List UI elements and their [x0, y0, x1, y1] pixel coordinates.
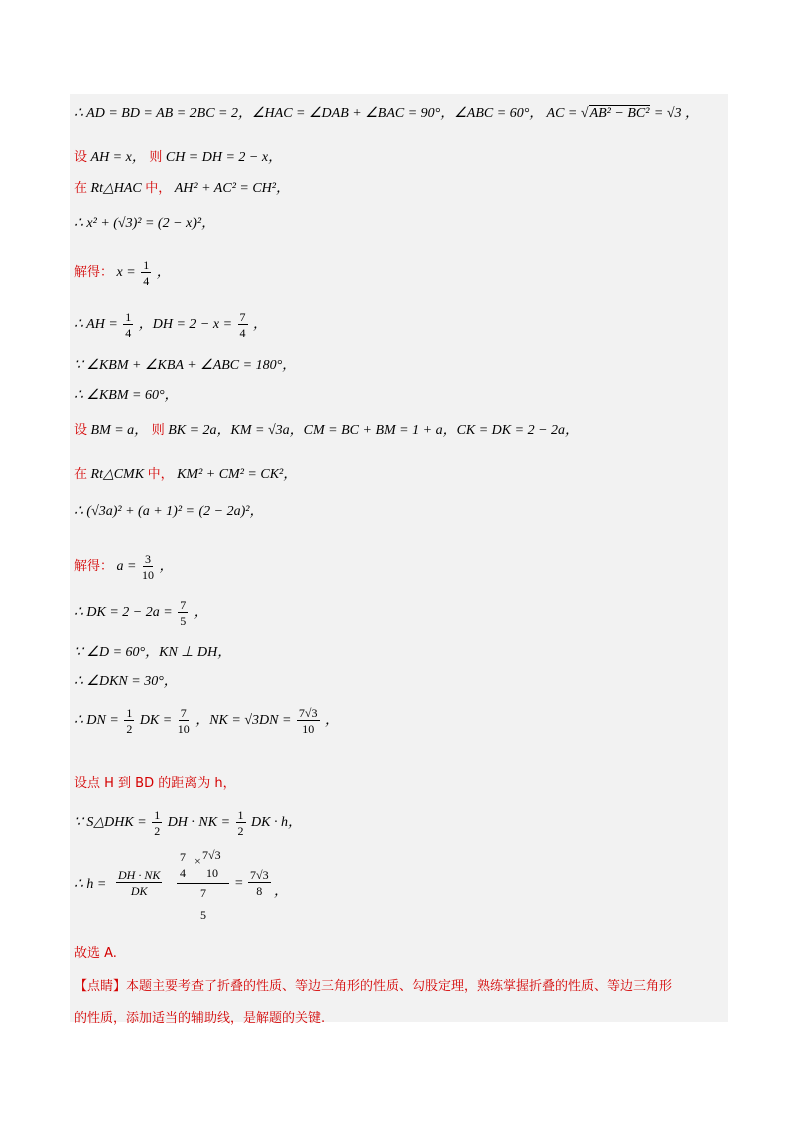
- cn-text: 设: [74, 150, 88, 165]
- fraction: $\frac{1}{2}$: [154, 808, 161, 838]
- line-18: [74, 808, 302, 838]
- line-22: 的性质，添加适当的辅助线，是解题的关键.: [74, 1011, 326, 1026]
- line-8: ∴ ∠KBM = 60°，: [74, 388, 179, 403]
- line-2: [74, 146, 282, 166]
- line-13: ∴ DK = 2 − 2a = $\frac{7}{5}$ ，: [74, 598, 208, 628]
- ac-label: AC =: [546, 106, 578, 121]
- math-text: BM = a，: [90, 423, 149, 438]
- math-text: KM² + CM² = CK²，: [177, 467, 298, 482]
- fraction: $\frac{1}{4}$: [125, 310, 132, 340]
- fraction: $\frac{1}{2}$: [126, 706, 133, 736]
- math-text: AH² + AC² = CH²，: [174, 181, 290, 196]
- fraction: $\frac{DH \cdot NK}{DK}$: [118, 868, 161, 898]
- line-11: ∴ (√3a)² + (a + 1)² = (2 − 2a)²，: [74, 504, 264, 519]
- cn-text: 在: [74, 181, 88, 196]
- radicand: AB² − BC²: [589, 106, 650, 121]
- cn-text: 则: [151, 423, 165, 438]
- math-text: Rt△CMK: [90, 467, 145, 482]
- fraction: $\frac{7}{10}$: [177, 706, 190, 736]
- math-text: DK · h，: [251, 815, 302, 831]
- fraction: $\frac{7√3}{8}$: [250, 868, 269, 898]
- math-text: ，NK = √3DN =: [195, 713, 292, 729]
- line-20: 故选 A.: [74, 946, 117, 961]
- line-16: ∴ DN = $\frac{1}{2}$ DK = $\frac{7}{10}$ ，NK = √3DN = $\frac{7√3}{10}$ ，: [74, 706, 340, 736]
- fraction: $\frac{1}{4}$: [143, 258, 150, 288]
- cn-text: 解得：: [74, 265, 114, 281]
- math-text: CH = DH = 2 − x，: [165, 150, 283, 165]
- line-15: ∴ ∠DKN = 30°，: [74, 674, 178, 689]
- cn-text: 中，: [147, 467, 174, 482]
- math-text: ∴ h =: [74, 877, 107, 892]
- cn-text: 在: [74, 467, 88, 482]
- line-9: [74, 419, 579, 439]
- math-text: ∴ DK = 2 − 2a =: [74, 605, 173, 621]
- line-19: ∴ h = $\frac{DH \cdot NK}{DK}$ 7 × 7√3 4 10 7 5 = $\frac{7√3}{8}$ ，: [74, 848, 288, 922]
- math-text: a =: [116, 559, 137, 575]
- math-text: BK = 2a，KM = √3a，CM = BC + BM = 1 + a，CK = DK = 2 − 2a，: [168, 423, 580, 438]
- line-1: ∴ AD = BD = AB = 2BC = 2，∠HAC = ∠DAB + ∠BAC = 90°，∠ABC = 60°， AC = √AB² − BC² = √3 ，: [74, 106, 700, 121]
- cn-text: 设: [74, 423, 88, 438]
- line-4: ∴ x² + (√3)² = (2 − x)²，: [74, 216, 216, 231]
- line-5: 解得： x = $\frac{1}{4}$ ，: [74, 258, 171, 288]
- ac-value: = √3 ，: [653, 106, 700, 121]
- fraction: $\frac{7}{5}$: [180, 598, 187, 628]
- fraction: $\frac{7√3}{10}$: [298, 706, 318, 736]
- equation-text: ∴ AD = BD = AB = 2BC = 2，∠HAC = ∠DAB + ∠BAC = 90°，∠ABC = 60°，: [74, 106, 544, 121]
- line-14: ∵ ∠D = 60°，KN ⊥ DH，: [74, 645, 232, 660]
- math-text: DH · NK =: [167, 815, 231, 831]
- math-text: AH = x，: [90, 150, 146, 165]
- math-text: DK =: [139, 713, 173, 729]
- line-10: [74, 463, 297, 483]
- math-text: ∴ AH =: [74, 317, 118, 333]
- math-text: ∵ S△DHK =: [74, 815, 147, 831]
- line-12: 解得： a = $\frac{3}{10}$ ，: [74, 552, 174, 582]
- fraction: $\frac{1}{2}$: [237, 808, 244, 838]
- cn-text: 中，: [145, 181, 172, 196]
- fraction: $\frac{7}{4}$: [239, 310, 246, 340]
- math-text: ∴ DN =: [74, 713, 119, 729]
- line-3: [74, 177, 290, 197]
- main-fraction-bar: [177, 883, 229, 884]
- line-17: 设点 H 到 BD 的距离为 h，: [74, 776, 236, 791]
- math-text: Rt△HAC: [90, 181, 142, 196]
- math-text: ，DH = 2 − x =: [138, 317, 233, 333]
- fraction: $\frac{3}{10}$: [141, 552, 154, 582]
- line-21: 【点睛】本题主要考查了折叠的性质、等边三角形的性质、勾股定理，熟练掌握折叠的性质、等边三角形: [74, 979, 673, 994]
- cn-text: 解得：: [74, 559, 114, 575]
- line-7: ∵ ∠KBM + ∠KBA + ∠ABC = 180°，: [74, 358, 297, 373]
- cn-text: 则: [149, 150, 163, 165]
- line-6: ∴ AH = $\frac{1}{4}$ ，DH = 2 − x = $\frac{7}{4}$ ，: [74, 310, 268, 340]
- math-text: x =: [116, 265, 136, 281]
